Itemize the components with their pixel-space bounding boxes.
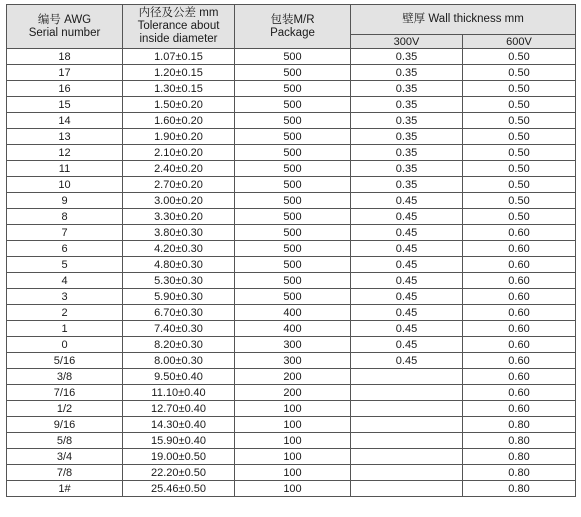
cell-serial: 17 [7, 65, 123, 81]
cell-serial: 7/16 [7, 385, 123, 401]
header-serial-cn: 编号 AWG [37, 13, 92, 26]
cell-serial: 3/4 [7, 449, 123, 465]
cell-thickness-600v: 0.60 [463, 369, 576, 385]
header-600v: 600V [463, 35, 576, 49]
cell-thickness-600v: 0.80 [463, 465, 576, 481]
cell-tolerance: 3.30±0.20 [123, 209, 235, 225]
cell-tolerance: 1.50±0.20 [123, 97, 235, 113]
table-row [7, 481, 576, 497]
cell-package: 300 [235, 353, 351, 369]
table-row [7, 289, 576, 305]
table-row [7, 433, 576, 449]
header-package-en: Package [270, 26, 315, 39]
cell-thickness-300v: 0.35 [351, 65, 463, 81]
cell-thickness-600v: 0.80 [463, 433, 576, 449]
cell-thickness-300v: 0.35 [351, 97, 463, 113]
table-row [7, 209, 576, 225]
cell-thickness-300v [351, 449, 463, 465]
header-serial [7, 5, 123, 49]
cell-thickness-600v: 0.50 [463, 177, 576, 193]
table-body [7, 49, 576, 497]
table-row [7, 449, 576, 465]
cell-package: 500 [235, 193, 351, 209]
cell-tolerance: 4.80±0.30 [123, 257, 235, 273]
cell-serial: 7/8 [7, 465, 123, 481]
table-row [7, 353, 576, 369]
cell-thickness-300v [351, 401, 463, 417]
cell-package: 500 [235, 209, 351, 225]
cell-tolerance: 25.46±0.50 [123, 481, 235, 497]
cell-tolerance: 4.20±0.30 [123, 241, 235, 257]
cell-package: 500 [235, 97, 351, 113]
cell-serial: 1# [7, 481, 123, 497]
table-row [7, 241, 576, 257]
header-tolerance [123, 5, 235, 49]
cell-thickness-300v [351, 417, 463, 433]
cell-tolerance: 8.00±0.30 [123, 353, 235, 369]
table-row [7, 337, 576, 353]
table-row [7, 177, 576, 193]
table-row [7, 369, 576, 385]
cell-serial: 1 [7, 321, 123, 337]
header-serial-en: Serial number [28, 26, 101, 39]
cell-thickness-600v: 0.50 [463, 49, 576, 65]
cell-thickness-300v [351, 481, 463, 497]
cell-package: 400 [235, 321, 351, 337]
cell-thickness-300v: 0.35 [351, 129, 463, 145]
cell-thickness-300v: 0.45 [351, 193, 463, 209]
cell-thickness-600v: 0.50 [463, 193, 576, 209]
cell-serial: 2 [7, 305, 123, 321]
table-row [7, 81, 576, 97]
cell-tolerance: 2.70±0.20 [123, 177, 235, 193]
cell-tolerance: 15.90±0.40 [123, 433, 235, 449]
cell-tolerance: 9.50±0.40 [123, 369, 235, 385]
table-row [7, 305, 576, 321]
cell-serial: 14 [7, 113, 123, 129]
cell-thickness-300v: 0.45 [351, 321, 463, 337]
cell-thickness-300v: 0.45 [351, 273, 463, 289]
cell-thickness-300v: 0.35 [351, 113, 463, 129]
cell-thickness-600v: 0.60 [463, 337, 576, 353]
cell-tolerance: 7.40±0.30 [123, 321, 235, 337]
cell-thickness-600v: 0.50 [463, 145, 576, 161]
table-row [7, 145, 576, 161]
header-wall-thickness: 壁厚 Wall thickness mm [351, 5, 576, 35]
cell-serial: 4 [7, 273, 123, 289]
cell-thickness-600v: 0.50 [463, 113, 576, 129]
cell-package: 100 [235, 401, 351, 417]
table-row [7, 225, 576, 241]
cell-thickness-600v: 0.80 [463, 417, 576, 433]
cell-thickness-600v: 0.60 [463, 241, 576, 257]
cell-package: 100 [235, 449, 351, 465]
cell-tolerance: 3.80±0.30 [123, 225, 235, 241]
cell-tolerance: 8.20±0.30 [123, 337, 235, 353]
cell-package: 500 [235, 289, 351, 305]
cell-serial: 3 [7, 289, 123, 305]
cell-tolerance: 1.07±0.15 [123, 49, 235, 65]
cell-thickness-600v: 0.50 [463, 97, 576, 113]
table-row [7, 321, 576, 337]
cell-tolerance: 14.30±0.40 [123, 417, 235, 433]
cell-thickness-600v: 0.80 [463, 449, 576, 465]
cell-thickness-600v: 0.60 [463, 321, 576, 337]
spec-table [6, 4, 576, 497]
cell-thickness-600v: 0.60 [463, 385, 576, 401]
cell-thickness-600v: 0.80 [463, 481, 576, 497]
cell-thickness-600v: 0.50 [463, 161, 576, 177]
cell-serial: 0 [7, 337, 123, 353]
cell-thickness-300v: 0.35 [351, 161, 463, 177]
cell-thickness-300v: 0.35 [351, 81, 463, 97]
table-row [7, 401, 576, 417]
cell-thickness-600v: 0.60 [463, 353, 576, 369]
cell-tolerance: 3.00±0.20 [123, 193, 235, 209]
cell-tolerance: 1.30±0.15 [123, 81, 235, 97]
header-tolerance-cn: 内径及公差 mm [138, 7, 219, 19]
cell-tolerance: 12.70±0.40 [123, 401, 235, 417]
cell-thickness-300v: 0.45 [351, 257, 463, 273]
cell-package: 100 [235, 481, 351, 497]
cell-serial: 6 [7, 241, 123, 257]
table-header [7, 5, 576, 49]
cell-serial: 8 [7, 209, 123, 225]
cell-package: 300 [235, 337, 351, 353]
cell-tolerance: 19.00±0.50 [123, 449, 235, 465]
header-tolerance-en2: inside diameter [139, 33, 218, 45]
cell-thickness-300v: 0.45 [351, 289, 463, 305]
cell-thickness-600v: 0.60 [463, 273, 576, 289]
cell-package: 500 [235, 225, 351, 241]
cell-tolerance: 1.90±0.20 [123, 129, 235, 145]
table-row [7, 97, 576, 113]
cell-package: 500 [235, 145, 351, 161]
cell-tolerance: 1.20±0.15 [123, 65, 235, 81]
cell-tolerance: 1.60±0.20 [123, 113, 235, 129]
cell-package: 100 [235, 465, 351, 481]
table-row [7, 417, 576, 433]
cell-package: 500 [235, 161, 351, 177]
cell-serial: 13 [7, 129, 123, 145]
cell-package: 500 [235, 257, 351, 273]
cell-tolerance: 22.20±0.50 [123, 465, 235, 481]
table-row [7, 257, 576, 273]
cell-thickness-300v [351, 465, 463, 481]
table-row [7, 129, 576, 145]
cell-package: 500 [235, 81, 351, 97]
cell-package: 500 [235, 129, 351, 145]
cell-serial: 5/16 [7, 353, 123, 369]
cell-thickness-300v: 0.45 [351, 241, 463, 257]
cell-package: 500 [235, 177, 351, 193]
cell-package: 500 [235, 49, 351, 65]
cell-package: 200 [235, 385, 351, 401]
cell-thickness-300v: 0.45 [351, 209, 463, 225]
cell-serial: 10 [7, 177, 123, 193]
cell-thickness-600v: 0.60 [463, 401, 576, 417]
cell-thickness-600v: 0.50 [463, 129, 576, 145]
cell-thickness-300v [351, 433, 463, 449]
cell-serial: 11 [7, 161, 123, 177]
cell-tolerance: 11.10±0.40 [123, 385, 235, 401]
cell-package: 100 [235, 417, 351, 433]
cell-thickness-300v [351, 369, 463, 385]
cell-serial: 1/2 [7, 401, 123, 417]
cell-thickness-600v: 0.60 [463, 225, 576, 241]
header-tolerance-en1: Tolerance about [137, 20, 220, 32]
cell-thickness-300v: 0.45 [351, 353, 463, 369]
cell-serial: 16 [7, 81, 123, 97]
header-package-cn: 包装M/R [270, 13, 315, 26]
cell-package: 100 [235, 433, 351, 449]
header-300v: 300V [351, 35, 463, 49]
table-row [7, 273, 576, 289]
header-package [235, 5, 351, 49]
cell-package: 500 [235, 241, 351, 257]
cell-package: 200 [235, 369, 351, 385]
table-row [7, 193, 576, 209]
cell-tolerance: 6.70±0.30 [123, 305, 235, 321]
cell-serial: 3/8 [7, 369, 123, 385]
table-row [7, 65, 576, 81]
cell-tolerance: 2.40±0.20 [123, 161, 235, 177]
cell-thickness-300v [351, 385, 463, 401]
cell-tolerance: 2.10±0.20 [123, 145, 235, 161]
cell-serial: 5/8 [7, 433, 123, 449]
cell-serial: 9/16 [7, 417, 123, 433]
cell-serial: 15 [7, 97, 123, 113]
cell-thickness-300v: 0.45 [351, 305, 463, 321]
table-row [7, 465, 576, 481]
cell-package: 500 [235, 65, 351, 81]
cell-package: 500 [235, 273, 351, 289]
cell-tolerance: 5.30±0.30 [123, 273, 235, 289]
cell-thickness-600v: 0.60 [463, 305, 576, 321]
cell-thickness-300v: 0.35 [351, 177, 463, 193]
cell-serial: 5 [7, 257, 123, 273]
cell-thickness-300v: 0.45 [351, 337, 463, 353]
table-row [7, 385, 576, 401]
cell-thickness-300v: 0.35 [351, 49, 463, 65]
cell-thickness-300v: 0.35 [351, 145, 463, 161]
cell-thickness-600v: 0.50 [463, 209, 576, 225]
cell-thickness-600v: 0.50 [463, 81, 576, 97]
cell-serial: 7 [7, 225, 123, 241]
cell-thickness-300v: 0.45 [351, 225, 463, 241]
cell-serial: 12 [7, 145, 123, 161]
cell-package: 500 [235, 113, 351, 129]
table-row [7, 49, 576, 65]
cell-serial: 18 [7, 49, 123, 65]
cell-tolerance: 5.90±0.30 [123, 289, 235, 305]
table-row [7, 161, 576, 177]
cell-thickness-600v: 0.50 [463, 65, 576, 81]
cell-package: 400 [235, 305, 351, 321]
cell-thickness-600v: 0.60 [463, 289, 576, 305]
cell-thickness-600v: 0.60 [463, 257, 576, 273]
cell-serial: 9 [7, 193, 123, 209]
table-row [7, 113, 576, 129]
